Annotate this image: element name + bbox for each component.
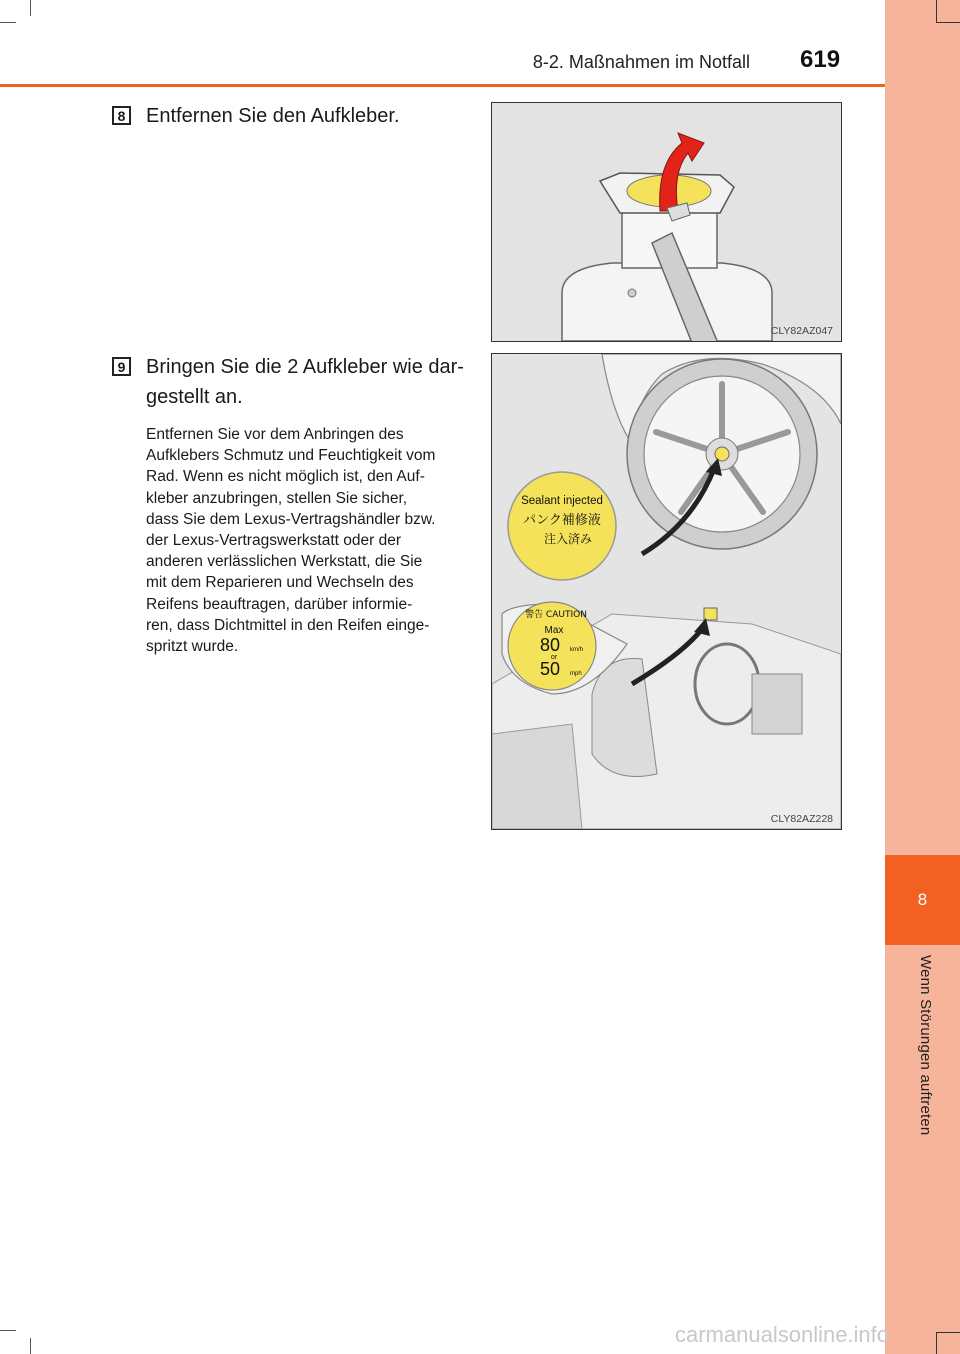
crop-mark <box>936 1332 937 1354</box>
sticker-text: Sealant injected <box>521 495 603 507</box>
text-line: ren, dass Dichtmittel in den Reifen einge- <box>146 616 430 634</box>
figure-code: CLY82AZ047 <box>770 325 833 337</box>
crop-mark <box>30 1338 31 1354</box>
text-line: Aufklebers Schmutz und Feuchtigkeit vom <box>146 447 436 465</box>
step-title-line1: Bringen Sie die 2 Aufkleber wie dar- <box>146 356 464 378</box>
text-line: spritzt wurde. <box>146 638 239 656</box>
crop-mark <box>30 0 31 16</box>
crop-mark <box>936 1332 960 1333</box>
step-title: Entfernen Sie den Aufkleber. <box>146 105 400 127</box>
sticker-text: 80 <box>539 635 561 655</box>
step-number-badge: 8 <box>112 106 131 125</box>
text-line: kleber anzubringen, stellen Sie sicher, <box>146 489 408 507</box>
figure-apply-stickers <box>491 353 842 830</box>
figure-code: CLY82AZ228 <box>770 813 833 825</box>
crop-mark <box>0 1330 16 1331</box>
watermark: carmanualsonline.info <box>675 1322 890 1347</box>
sticker-text: km/h <box>570 647 584 653</box>
text-line: Rad. Wenn es nicht möglich ist, den Auf- <box>146 468 425 486</box>
text-line: der Lexus-Vertragswerkstatt oder der <box>146 532 402 550</box>
step-description <box>146 424 474 657</box>
text-line: mit dem Reparieren und Wechseln des <box>146 574 414 592</box>
chapter-number: 8 <box>917 890 928 909</box>
header-rule <box>0 84 885 87</box>
crop-mark <box>0 22 16 23</box>
text-line: Reifens beauftragen, darüber informie- <box>146 595 413 613</box>
figure-remove-sticker <box>491 102 842 342</box>
section-title: 8-2. Maßnahmen im Notfall <box>532 52 750 72</box>
chapter-number-tab <box>885 855 960 945</box>
text-line: anderen verlässlichen Werkstatt, die Sie <box>146 553 423 571</box>
text-line: dass Sie dem Lexus-Vertragshändler bzw. <box>146 510 436 528</box>
sticker-text: パンク補修液 <box>523 513 601 528</box>
step-number-badge: 9 <box>112 357 131 376</box>
text-line: Entfernen Sie vor dem Anbringen des <box>146 426 404 443</box>
sticker-text: 警告 CAUTION <box>525 610 587 620</box>
chapter-title: Wenn Störungen auftreten <box>917 955 934 1136</box>
sticker-text: Max <box>544 625 564 636</box>
crop-mark <box>936 0 937 22</box>
step-title-line2: gestellt an. <box>146 386 243 408</box>
sticker-text: or <box>550 654 558 661</box>
sticker-text: 注入済み <box>543 532 593 546</box>
bottle-cap-illustration <box>492 103 841 341</box>
sticker-text: 50 <box>539 659 561 679</box>
crop-mark <box>936 22 960 23</box>
page-number: 619 <box>800 46 841 73</box>
sticker-text: mph <box>570 671 582 677</box>
car-illustration <box>492 354 841 829</box>
